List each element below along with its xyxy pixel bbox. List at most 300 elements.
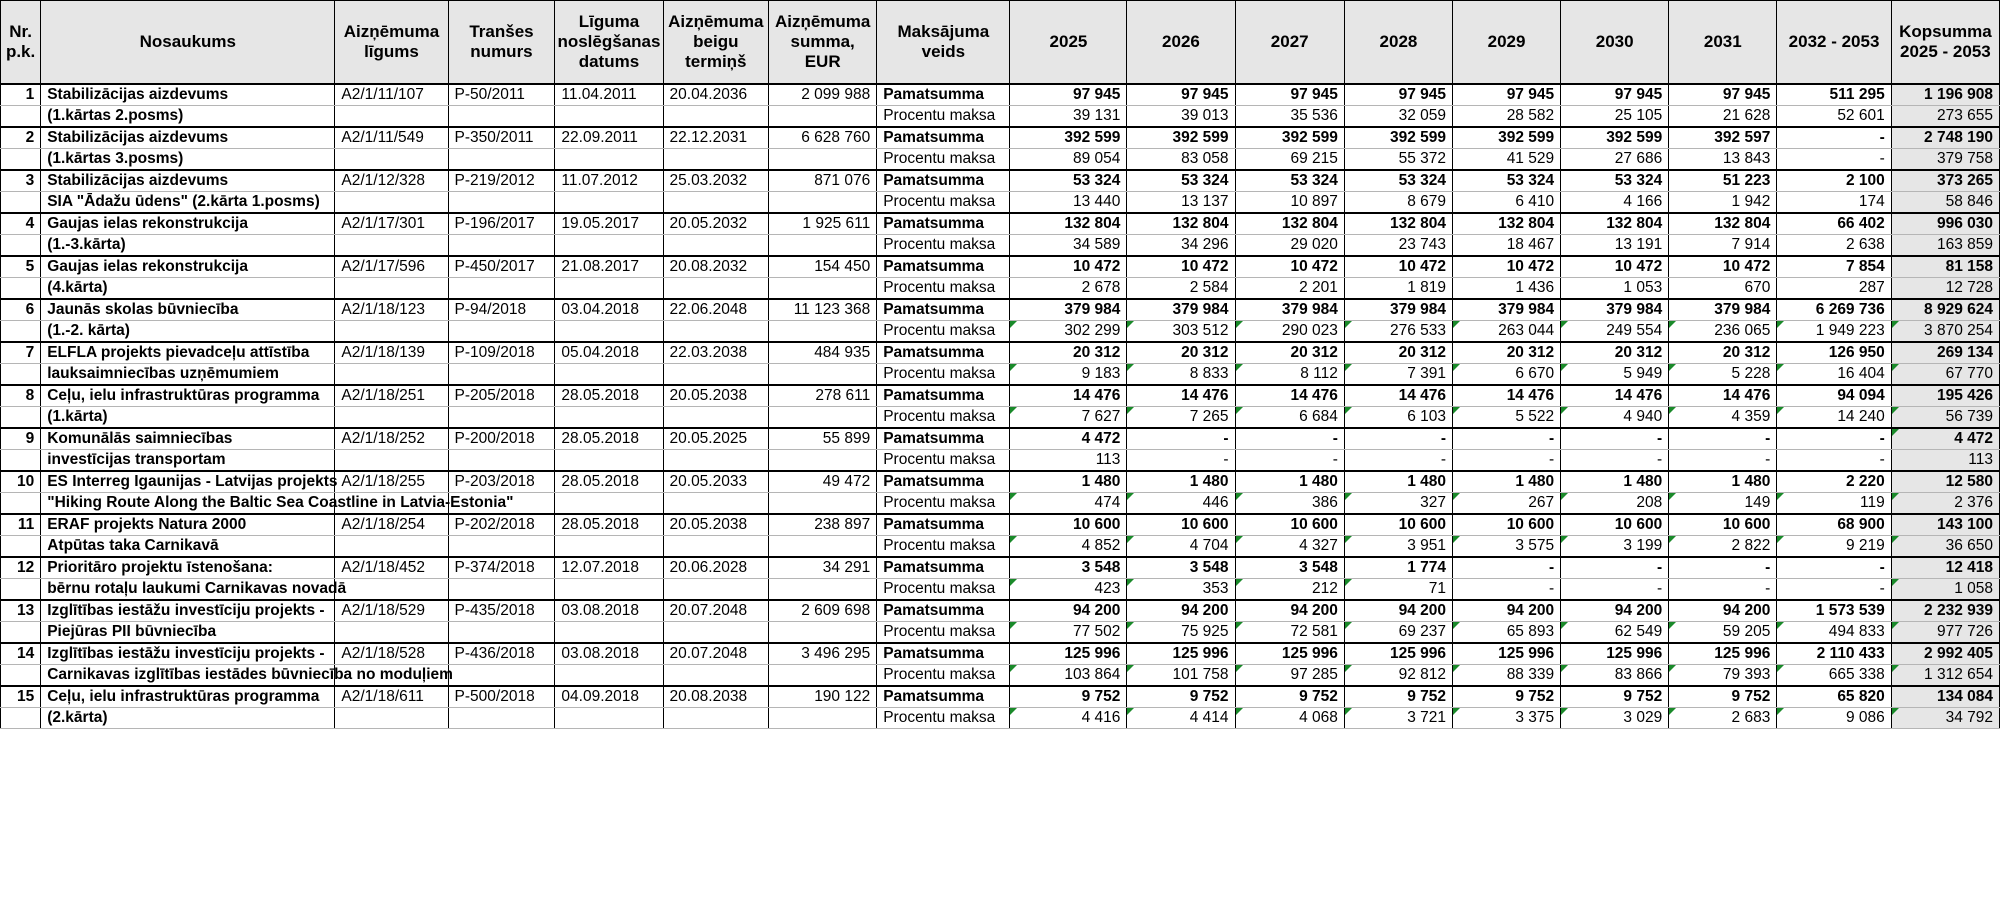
contract-date[interactable]: 19.05.2017 — [555, 213, 663, 235]
interest-2032-2053[interactable]: 9 086 — [1777, 708, 1891, 729]
interest-2028[interactable]: 23 743 — [1344, 235, 1452, 257]
interest-2027[interactable]: 97 285 — [1235, 665, 1344, 687]
interest-2026[interactable]: 101 758 — [1127, 665, 1235, 687]
row-number[interactable]: 15 — [1, 686, 41, 708]
interest-2030[interactable]: 5 949 — [1561, 364, 1669, 386]
loan-agreement[interactable]: A2/1/18/528 — [335, 643, 448, 665]
loan-name-detail[interactable]: (1.kārtas 2.posms) — [41, 106, 335, 128]
row-number[interactable]: 11 — [1, 514, 41, 536]
end-term[interactable]: 20.08.2038 — [663, 686, 769, 708]
loan-agreement[interactable]: A2/1/11/549 — [335, 127, 448, 149]
interest-2028[interactable]: 6 103 — [1344, 407, 1452, 429]
col-header-2032-2053[interactable]: 2032 - 2053 — [1777, 1, 1891, 85]
principal-2029[interactable]: - — [1453, 428, 1561, 450]
principal-2028[interactable]: 94 200 — [1344, 600, 1452, 622]
col-header-2028[interactable]: 2028 — [1344, 1, 1452, 85]
empty-cell[interactable] — [555, 665, 663, 687]
tranche-number[interactable]: P-350/2011 — [448, 127, 555, 149]
empty-cell[interactable] — [555, 106, 663, 128]
tranche-number[interactable]: P-435/2018 — [448, 600, 555, 622]
principal-2026[interactable]: 53 324 — [1127, 170, 1235, 192]
loan-name-detail[interactable]: Piejūras PII būvniecība — [41, 622, 335, 644]
empty-cell[interactable] — [555, 708, 663, 729]
principal-2032-2053[interactable]: - — [1777, 428, 1891, 450]
principal-2031[interactable]: - — [1669, 557, 1777, 579]
payment-type[interactable]: Pamatsumma — [877, 471, 1010, 493]
principal-2031[interactable]: 379 984 — [1669, 299, 1777, 321]
principal-2031[interactable]: 132 804 — [1669, 213, 1777, 235]
interest-2026[interactable]: 75 925 — [1127, 622, 1235, 644]
loan-amount[interactable]: 34 291 — [769, 557, 877, 579]
principal-2030[interactable]: 125 996 — [1561, 643, 1669, 665]
loan-amount[interactable]: 49 472 — [769, 471, 877, 493]
row-number[interactable]: 8 — [1, 385, 41, 407]
principal-2032-2053[interactable]: 65 820 — [1777, 686, 1891, 708]
loan-agreement[interactable]: A2/1/12/328 — [335, 170, 448, 192]
contract-date[interactable]: 03.08.2018 — [555, 600, 663, 622]
interest-2032-2053[interactable]: - — [1777, 149, 1891, 171]
interest-2032-2053[interactable]: 494 833 — [1777, 622, 1891, 644]
principal-2029[interactable]: 9 752 — [1453, 686, 1561, 708]
principal-2027[interactable]: - — [1235, 428, 1344, 450]
tranche-number[interactable]: P-109/2018 — [448, 342, 555, 364]
empty-cell[interactable] — [555, 536, 663, 558]
principal-2025[interactable]: 379 984 — [1010, 299, 1127, 321]
principal-total[interactable]: 12 580 — [1891, 471, 1999, 493]
principal-2030[interactable]: 132 804 — [1561, 213, 1669, 235]
loan-name[interactable]: ELFLA projekts pievadceļu attīstība — [41, 342, 335, 364]
empty-cell[interactable] — [335, 321, 448, 343]
principal-2032-2053[interactable]: 7 854 — [1777, 256, 1891, 278]
interest-2028[interactable]: 3 721 — [1344, 708, 1452, 729]
principal-2027[interactable]: 14 476 — [1235, 385, 1344, 407]
tranche-number[interactable]: P-219/2012 — [448, 170, 555, 192]
interest-2031[interactable]: 4 359 — [1669, 407, 1777, 429]
contract-date[interactable]: 21.08.2017 — [555, 256, 663, 278]
interest-total[interactable]: 113 — [1891, 450, 1999, 472]
interest-2027[interactable]: 72 581 — [1235, 622, 1344, 644]
empty-cell[interactable] — [769, 278, 877, 300]
interest-total[interactable]: 56 739 — [1891, 407, 1999, 429]
principal-total[interactable]: 143 100 — [1891, 514, 1999, 536]
principal-total[interactable]: 1 196 908 — [1891, 84, 1999, 106]
interest-2032-2053[interactable]: 119 — [1777, 493, 1891, 515]
interest-2026[interactable]: 83 058 — [1127, 149, 1235, 171]
principal-2027[interactable]: 53 324 — [1235, 170, 1344, 192]
interest-2031[interactable]: - — [1669, 450, 1777, 472]
interest-2030[interactable]: 208 — [1561, 493, 1669, 515]
principal-2027[interactable]: 10 600 — [1235, 514, 1344, 536]
interest-2027[interactable]: 386 — [1235, 493, 1344, 515]
principal-2025[interactable]: 14 476 — [1010, 385, 1127, 407]
empty-cell[interactable] — [335, 235, 448, 257]
interest-2026[interactable]: 34 296 — [1127, 235, 1235, 257]
tranche-number[interactable]: P-196/2017 — [448, 213, 555, 235]
interest-2026[interactable]: 2 584 — [1127, 278, 1235, 300]
payment-type[interactable]: Procentu maksa — [877, 493, 1010, 515]
principal-2026[interactable]: 3 548 — [1127, 557, 1235, 579]
loan-name[interactable]: Izglītības iestāžu investīciju projekts - — [41, 600, 335, 622]
end-term[interactable]: 20.07.2048 — [663, 643, 769, 665]
tranche-number[interactable]: P-436/2018 — [448, 643, 555, 665]
empty-cell[interactable] — [663, 321, 769, 343]
principal-2025[interactable]: 9 752 — [1010, 686, 1127, 708]
principal-2027[interactable]: 379 984 — [1235, 299, 1344, 321]
principal-2029[interactable]: 379 984 — [1453, 299, 1561, 321]
interest-2026[interactable]: 303 512 — [1127, 321, 1235, 343]
interest-2029[interactable]: 5 522 — [1453, 407, 1561, 429]
principal-2028[interactable]: 53 324 — [1344, 170, 1452, 192]
interest-2027[interactable]: 290 023 — [1235, 321, 1344, 343]
loan-agreement[interactable]: A2/1/18/252 — [335, 428, 448, 450]
empty-cell[interactable] — [448, 407, 555, 429]
contract-date[interactable]: 28.05.2018 — [555, 385, 663, 407]
col-header-2026[interactable]: 2026 — [1127, 1, 1235, 85]
payment-type[interactable]: Pamatsumma — [877, 170, 1010, 192]
col-header-2029[interactable]: 2029 — [1453, 1, 1561, 85]
loan-amount[interactable]: 2 099 988 — [769, 84, 877, 106]
payment-type[interactable]: Procentu maksa — [877, 622, 1010, 644]
interest-2029[interactable]: 267 — [1453, 493, 1561, 515]
loan-name-detail[interactable]: investīcijas transportam — [41, 450, 335, 472]
payment-type[interactable]: Pamatsumma — [877, 600, 1010, 622]
principal-2032-2053[interactable]: 126 950 — [1777, 342, 1891, 364]
interest-2026[interactable]: 4 704 — [1127, 536, 1235, 558]
principal-2032-2053[interactable]: 66 402 — [1777, 213, 1891, 235]
row-number[interactable]: 7 — [1, 342, 41, 364]
end-term[interactable]: 22.03.2038 — [663, 342, 769, 364]
principal-2028[interactable]: - — [1344, 428, 1452, 450]
interest-2031[interactable]: 13 843 — [1669, 149, 1777, 171]
loan-agreement[interactable]: A2/1/18/139 — [335, 342, 448, 364]
loan-name[interactable]: Stabilizācijas aizdevums — [41, 127, 335, 149]
row-number[interactable]: 5 — [1, 256, 41, 278]
end-term[interactable]: 20.04.2036 — [663, 84, 769, 106]
interest-2026[interactable]: 13 137 — [1127, 192, 1235, 214]
loan-agreement[interactable]: A2/1/18/255 — [335, 471, 448, 493]
principal-2029[interactable]: 10 472 — [1453, 256, 1561, 278]
empty-cell[interactable] — [555, 192, 663, 214]
loan-agreement[interactable]: A2/1/17/301 — [335, 213, 448, 235]
interest-2030[interactable]: 3 029 — [1561, 708, 1669, 729]
empty-cell[interactable] — [448, 278, 555, 300]
loan-amount[interactable]: 2 609 698 — [769, 600, 877, 622]
principal-2027[interactable]: 10 472 — [1235, 256, 1344, 278]
row-number[interactable]: 14 — [1, 643, 41, 665]
principal-total[interactable]: 134 084 — [1891, 686, 1999, 708]
principal-total[interactable]: 8 929 624 — [1891, 299, 1999, 321]
principal-2025[interactable]: 132 804 — [1010, 213, 1127, 235]
payment-type[interactable]: Procentu maksa — [877, 407, 1010, 429]
principal-2030[interactable]: 379 984 — [1561, 299, 1669, 321]
interest-2031[interactable]: 149 — [1669, 493, 1777, 515]
interest-2030[interactable]: 62 549 — [1561, 622, 1669, 644]
principal-2032-2053[interactable]: 6 269 736 — [1777, 299, 1891, 321]
empty-cell[interactable] — [555, 450, 663, 472]
principal-2026[interactable]: 10 472 — [1127, 256, 1235, 278]
empty-cell[interactable] — [663, 364, 769, 386]
col-header-2025[interactable]: 2025 — [1010, 1, 1127, 85]
interest-2029[interactable]: 1 436 — [1453, 278, 1561, 300]
payment-type[interactable]: Procentu maksa — [877, 149, 1010, 171]
contract-date[interactable]: 28.05.2018 — [555, 514, 663, 536]
interest-2029[interactable]: 263 044 — [1453, 321, 1561, 343]
principal-2031[interactable]: 10 472 — [1669, 256, 1777, 278]
empty-cell[interactable] — [448, 192, 555, 214]
empty-cell[interactable] — [769, 149, 877, 171]
empty-cell[interactable] — [448, 665, 555, 687]
tranche-number[interactable]: P-203/2018 — [448, 471, 555, 493]
row-number-empty[interactable] — [1, 450, 41, 472]
interest-2031[interactable]: 59 205 — [1669, 622, 1777, 644]
end-term[interactable]: 20.06.2028 — [663, 557, 769, 579]
end-term[interactable]: 20.05.2032 — [663, 213, 769, 235]
loan-name[interactable]: Stabilizācijas aizdevums — [41, 170, 335, 192]
empty-cell[interactable] — [335, 106, 448, 128]
interest-2026[interactable]: 353 — [1127, 579, 1235, 601]
empty-cell[interactable] — [769, 708, 877, 729]
empty-cell[interactable] — [335, 622, 448, 644]
interest-2032-2053[interactable]: 9 219 — [1777, 536, 1891, 558]
interest-2030[interactable]: 1 053 — [1561, 278, 1669, 300]
empty-cell[interactable] — [769, 536, 877, 558]
interest-2031[interactable]: 5 228 — [1669, 364, 1777, 386]
principal-2026[interactable]: 97 945 — [1127, 84, 1235, 106]
loan-amount[interactable]: 484 935 — [769, 342, 877, 364]
principal-total[interactable]: 373 265 — [1891, 170, 1999, 192]
tranche-number[interactable]: P-94/2018 — [448, 299, 555, 321]
principal-2031[interactable]: 10 600 — [1669, 514, 1777, 536]
loan-name[interactable]: Gaujas ielas rekonstrukcija — [41, 256, 335, 278]
principal-2032-2053[interactable]: 511 295 — [1777, 84, 1891, 106]
interest-total[interactable]: 163 859 — [1891, 235, 1999, 257]
principal-2032-2053[interactable]: 94 094 — [1777, 385, 1891, 407]
principal-2025[interactable]: 97 945 — [1010, 84, 1127, 106]
empty-cell[interactable] — [448, 364, 555, 386]
interest-2029[interactable]: 88 339 — [1453, 665, 1561, 687]
interest-2029[interactable]: 18 467 — [1453, 235, 1561, 257]
principal-2027[interactable]: 132 804 — [1235, 213, 1344, 235]
principal-2026[interactable]: 14 476 — [1127, 385, 1235, 407]
contract-date[interactable]: 22.09.2011 — [555, 127, 663, 149]
empty-cell[interactable] — [335, 364, 448, 386]
principal-2026[interactable]: 94 200 — [1127, 600, 1235, 622]
principal-2030[interactable]: 14 476 — [1561, 385, 1669, 407]
interest-total[interactable]: 1 058 — [1891, 579, 1999, 601]
interest-2031[interactable]: 79 393 — [1669, 665, 1777, 687]
principal-2031[interactable]: 1 480 — [1669, 471, 1777, 493]
interest-2028[interactable]: 55 372 — [1344, 149, 1452, 171]
principal-total[interactable]: 2 232 939 — [1891, 600, 1999, 622]
empty-cell[interactable] — [335, 407, 448, 429]
loan-name-detail[interactable]: SIA "Ādažu ūdens" (2.kārta 1.posms) — [41, 192, 335, 214]
principal-total[interactable]: 269 134 — [1891, 342, 1999, 364]
principal-total[interactable]: 81 158 — [1891, 256, 1999, 278]
principal-2025[interactable]: 1 480 — [1010, 471, 1127, 493]
contract-date[interactable]: 12.07.2018 — [555, 557, 663, 579]
loan-name-detail[interactable]: (1.kārta) — [41, 407, 335, 429]
interest-2025[interactable]: 7 627 — [1010, 407, 1127, 429]
interest-2025[interactable]: 113 — [1010, 450, 1127, 472]
interest-2032-2053[interactable]: 2 638 — [1777, 235, 1891, 257]
principal-2025[interactable]: 4 472 — [1010, 428, 1127, 450]
principal-total[interactable]: 2 748 190 — [1891, 127, 1999, 149]
row-number-empty[interactable] — [1, 536, 41, 558]
interest-total[interactable]: 379 758 — [1891, 149, 1999, 171]
interest-2032-2053[interactable]: 174 — [1777, 192, 1891, 214]
tranche-number[interactable]: P-200/2018 — [448, 428, 555, 450]
principal-2031[interactable]: 125 996 — [1669, 643, 1777, 665]
payment-type[interactable]: Procentu maksa — [877, 536, 1010, 558]
interest-2028[interactable]: - — [1344, 450, 1452, 472]
col-header-agreement[interactable]: Aizņēmuma līgums — [335, 1, 448, 85]
end-term[interactable]: 20.05.2038 — [663, 385, 769, 407]
principal-2031[interactable]: 94 200 — [1669, 600, 1777, 622]
interest-2029[interactable]: 65 893 — [1453, 622, 1561, 644]
empty-cell[interactable] — [448, 235, 555, 257]
interest-total[interactable]: 36 650 — [1891, 536, 1999, 558]
interest-2030[interactable]: 83 866 — [1561, 665, 1669, 687]
row-number[interactable]: 13 — [1, 600, 41, 622]
principal-2031[interactable]: 51 223 — [1669, 170, 1777, 192]
interest-2030[interactable]: 4 940 — [1561, 407, 1669, 429]
loan-agreement[interactable]: A2/1/17/596 — [335, 256, 448, 278]
col-header-2027[interactable]: 2027 — [1235, 1, 1344, 85]
tranche-number[interactable]: P-202/2018 — [448, 514, 555, 536]
principal-2032-2053[interactable]: - — [1777, 557, 1891, 579]
empty-cell[interactable] — [555, 235, 663, 257]
interest-2032-2053[interactable]: 16 404 — [1777, 364, 1891, 386]
loan-name[interactable]: Ceļu, ielu infrastruktūras programma — [41, 385, 335, 407]
interest-2032-2053[interactable]: 287 — [1777, 278, 1891, 300]
principal-2029[interactable]: 132 804 — [1453, 213, 1561, 235]
row-number-empty[interactable] — [1, 407, 41, 429]
interest-2026[interactable]: 7 265 — [1127, 407, 1235, 429]
end-term[interactable]: 20.05.2038 — [663, 514, 769, 536]
interest-2026[interactable]: 39 013 — [1127, 106, 1235, 128]
interest-2029[interactable]: - — [1453, 450, 1561, 472]
principal-2029[interactable]: 10 600 — [1453, 514, 1561, 536]
principal-2026[interactable]: 392 599 — [1127, 127, 1235, 149]
loan-name-detail[interactable]: (1.-3.kārta) — [41, 235, 335, 257]
interest-2025[interactable]: 2 678 — [1010, 278, 1127, 300]
loan-amount[interactable]: 154 450 — [769, 256, 877, 278]
interest-2032-2053[interactable]: 14 240 — [1777, 407, 1891, 429]
loan-name-detail[interactable]: (2.kārta) — [41, 708, 335, 729]
interest-2031[interactable]: 21 628 — [1669, 106, 1777, 128]
interest-total[interactable]: 3 870 254 — [1891, 321, 1999, 343]
interest-total[interactable]: 34 792 — [1891, 708, 1999, 729]
empty-cell[interactable] — [663, 536, 769, 558]
col-header-name[interactable]: Nosaukums — [41, 1, 335, 85]
interest-total[interactable]: 12 728 — [1891, 278, 1999, 300]
row-number-empty[interactable] — [1, 364, 41, 386]
interest-2030[interactable]: - — [1561, 579, 1669, 601]
payment-type[interactable]: Pamatsumma — [877, 213, 1010, 235]
loan-agreement[interactable]: A2/1/11/107 — [335, 84, 448, 106]
principal-2029[interactable]: 97 945 — [1453, 84, 1561, 106]
col-header-2030[interactable]: 2030 — [1561, 1, 1669, 85]
loan-amount[interactable]: 6 628 760 — [769, 127, 877, 149]
loan-name[interactable]: Stabilizācijas aizdevums — [41, 84, 335, 106]
payment-type[interactable]: Pamatsumma — [877, 514, 1010, 536]
empty-cell[interactable] — [555, 493, 663, 515]
tranche-number[interactable]: P-450/2017 — [448, 256, 555, 278]
interest-total[interactable]: 1 312 654 — [1891, 665, 1999, 687]
interest-2028[interactable]: 8 679 — [1344, 192, 1452, 214]
principal-2028[interactable]: 132 804 — [1344, 213, 1452, 235]
row-number[interactable]: 12 — [1, 557, 41, 579]
payment-type[interactable]: Procentu maksa — [877, 708, 1010, 729]
row-number-empty[interactable] — [1, 579, 41, 601]
row-number-empty[interactable] — [1, 321, 41, 343]
principal-2029[interactable]: 20 312 — [1453, 342, 1561, 364]
empty-cell[interactable] — [663, 579, 769, 601]
payment-type[interactable]: Pamatsumma — [877, 84, 1010, 106]
empty-cell[interactable] — [335, 536, 448, 558]
principal-2030[interactable]: 53 324 — [1561, 170, 1669, 192]
payment-type[interactable]: Pamatsumma — [877, 256, 1010, 278]
principal-2030[interactable]: 10 600 — [1561, 514, 1669, 536]
loan-name[interactable]: Jaunās skolas būvniecība — [41, 299, 335, 321]
payment-type[interactable]: Pamatsumma — [877, 428, 1010, 450]
principal-2028[interactable]: 10 472 — [1344, 256, 1452, 278]
principal-2029[interactable]: - — [1453, 557, 1561, 579]
principal-2026[interactable]: 20 312 — [1127, 342, 1235, 364]
interest-2028[interactable]: 276 533 — [1344, 321, 1452, 343]
payment-type[interactable]: Pamatsumma — [877, 342, 1010, 364]
empty-cell[interactable] — [448, 321, 555, 343]
row-number-empty[interactable] — [1, 192, 41, 214]
principal-2030[interactable]: 9 752 — [1561, 686, 1669, 708]
principal-2028[interactable]: 14 476 — [1344, 385, 1452, 407]
loan-name[interactable]: Izglītības iestāžu investīciju projekts - — [41, 643, 335, 665]
empty-cell[interactable] — [555, 149, 663, 171]
principal-2027[interactable]: 125 996 — [1235, 643, 1344, 665]
principal-2031[interactable]: 97 945 — [1669, 84, 1777, 106]
principal-2029[interactable]: 392 599 — [1453, 127, 1561, 149]
row-number[interactable]: 3 — [1, 170, 41, 192]
principal-2025[interactable]: 10 600 — [1010, 514, 1127, 536]
row-number[interactable]: 4 — [1, 213, 41, 235]
interest-2025[interactable]: 423 — [1010, 579, 1127, 601]
principal-2026[interactable]: 9 752 — [1127, 686, 1235, 708]
loan-name[interactable]: Prioritāro projektu īstenošana: — [41, 557, 335, 579]
interest-2026[interactable]: 8 833 — [1127, 364, 1235, 386]
interest-2027[interactable]: 35 536 — [1235, 106, 1344, 128]
principal-2025[interactable]: 20 312 — [1010, 342, 1127, 364]
interest-2031[interactable]: 1 942 — [1669, 192, 1777, 214]
interest-2029[interactable]: 41 529 — [1453, 149, 1561, 171]
interest-2029[interactable]: - — [1453, 579, 1561, 601]
principal-2026[interactable]: 10 600 — [1127, 514, 1235, 536]
payment-type[interactable]: Procentu maksa — [877, 192, 1010, 214]
loan-name-detail[interactable]: (1.-2. kārta) — [41, 321, 335, 343]
payment-type[interactable]: Pamatsumma — [877, 299, 1010, 321]
empty-cell[interactable] — [335, 579, 448, 601]
empty-cell[interactable] — [663, 407, 769, 429]
empty-cell[interactable] — [769, 364, 877, 386]
principal-2026[interactable]: 1 480 — [1127, 471, 1235, 493]
col-header-payment-type[interactable]: Maksājuma veids — [877, 1, 1010, 85]
interest-2027[interactable]: 4 068 — [1235, 708, 1344, 729]
empty-cell[interactable] — [769, 407, 877, 429]
empty-cell[interactable] — [448, 579, 555, 601]
loan-agreement[interactable]: A2/1/18/529 — [335, 600, 448, 622]
principal-2030[interactable]: 97 945 — [1561, 84, 1669, 106]
principal-2026[interactable]: 132 804 — [1127, 213, 1235, 235]
payment-type[interactable]: Procentu maksa — [877, 364, 1010, 386]
